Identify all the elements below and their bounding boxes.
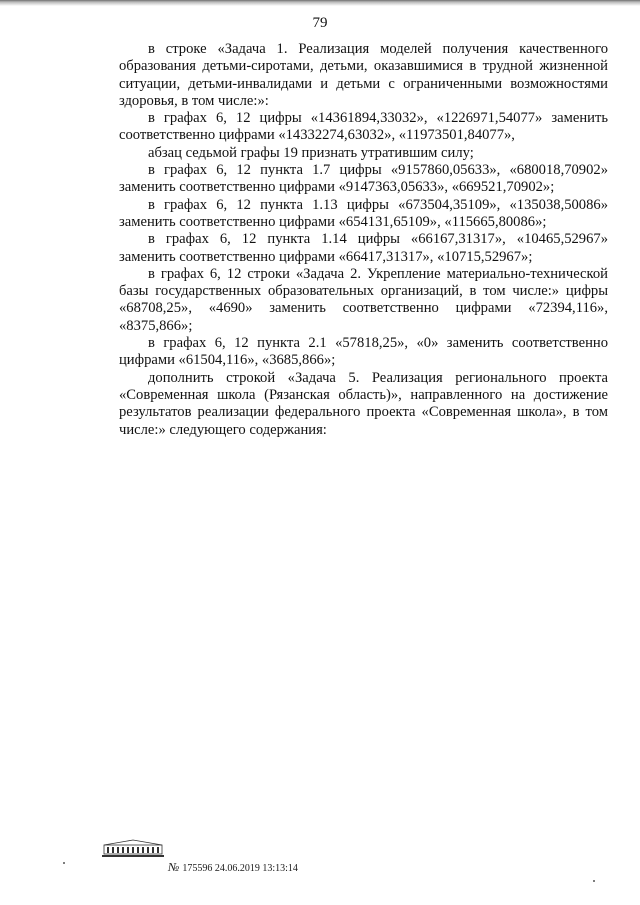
scan-edge: [0, 0, 640, 6]
paragraph-item-1-14: в графах 6, 12 пункта 1.14 цифры «66167,31317», «10465,52967» заменить соответственно цифрами «66417,31317», «10715,52967»;: [119, 231, 608, 265]
scan-speck: [63, 862, 65, 864]
footer-stamp: [100, 838, 360, 878]
paragraph-task-2: в графах 6, 12 строки «Задача 2. Укрепление материально-технической базы государственных образовательных организаций, в том числе:» цифры «68708,25», «4690» заменить соответственно цифрами «72394,116», «8375,866»;: [119, 265, 608, 334]
paragraph-column-19: абзац седьмой графы 19 признать утратившим силу;: [148, 144, 474, 161]
page-number: 79: [312, 15, 328, 31]
paragraph-item-1-13: в графах 6, 12 пункта 1.13 цифры «673504,35109», «135038,50086» заменить соответственно цифрами «654131,65109», «115665,80086»;: [119, 196, 608, 230]
document-body: [119, 41, 608, 439]
paragraph-item-1-7: в графах 6, 12 пункта 1.7 цифры «9157860,05633», «680018,70902» заменить соответственно цифрами «9147363,05633», «669521,70902»;: [119, 162, 608, 196]
paragraph-columns-6-12: в графах 6, 12 цифры «14361894,33032», «1226971,54077» заменить соответственно цифрами «14332274,63032», «11973501,84077»,: [119, 110, 608, 144]
number-sign: №: [168, 860, 180, 874]
paragraph-task-1: в строке «Задача 1. Реализация моделей получения качественного образования детьми-сиротами, детьми, оказавшимися в трудной жизненной ситуации, детьми-инвалидами и детьми с ограниченными возможностями здоровья, в том числе:»:: [119, 41, 608, 109]
paragraph-task-5: дополнить строкой «Задача 5. Реализация регионального проекта «Современная школа (Рязанская область)», направленного на достижение результатов реализации федерального проекта «Современная школа», в том числе:» следующего содержания:: [119, 369, 608, 438]
scan-speck: [593, 880, 595, 882]
document-id: 175596 24.06.2019 13:13:14: [182, 863, 298, 874]
paragraph-item-2-1: в графах 6, 12 пункта 2.1 «57818,25», «0» заменить соответственно цифрами «61504,116», «3685,866»;: [119, 335, 608, 369]
document-stamp: [168, 860, 298, 875]
government-building-icon: [100, 838, 166, 858]
